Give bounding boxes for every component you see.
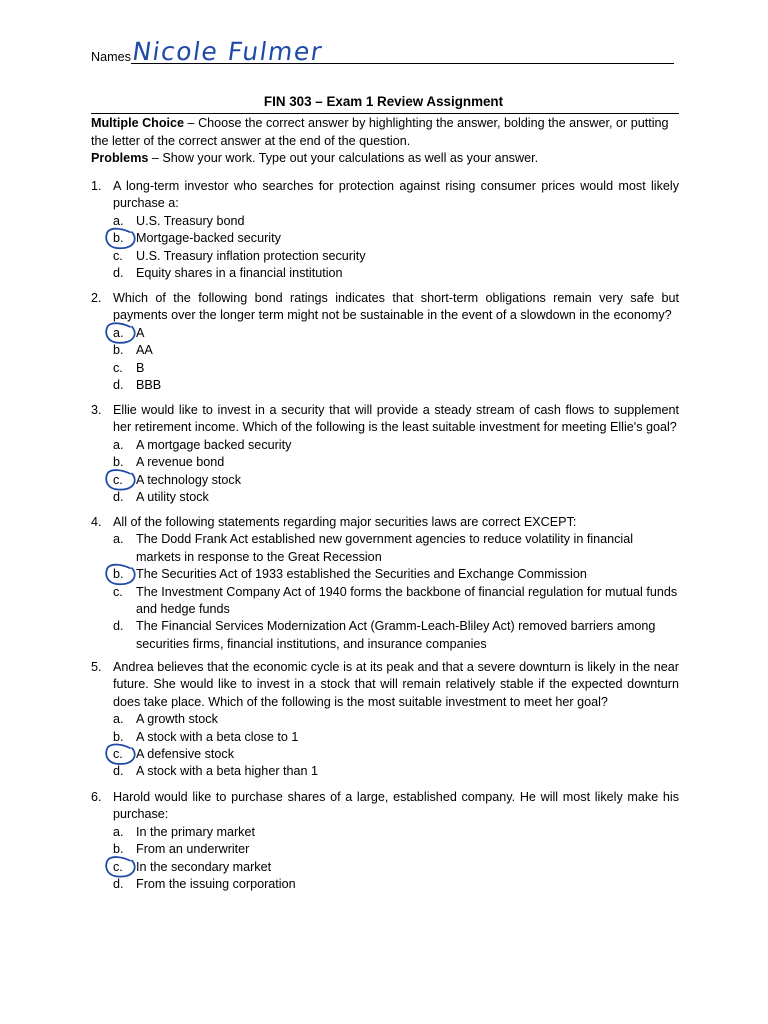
option-text: From the issuing corporation [136, 877, 296, 892]
option-text: A technology stock [136, 472, 242, 487]
answer-option[interactable] [91, 472, 679, 489]
option-letter: a. [113, 532, 124, 547]
option-letter: c. [113, 584, 123, 599]
option-letter: c. [113, 859, 123, 874]
option-text: A defensive stock [136, 747, 235, 762]
option-text: The Dodd Frank Act established new government agencies to reduce volatility in financial markets in response to the Great Recession [136, 532, 634, 564]
option-letter: a. [113, 437, 124, 452]
option-text: The Investment Company Act of 1940 forms the backbone of financial regulation for mutual funds and hedge funds [136, 584, 678, 617]
question-text: Harold would like to purchase shares of a large, established company. He will most likely make his purchase: [113, 790, 679, 822]
handwritten-name [91, 34, 331, 68]
answer-option[interactable] [91, 248, 679, 265]
question-text: Ellie would like to invest in a security that will provide a steady stream of cash flows to supplement her retirement income. Which of the following is the least suitable investment for meeting Ellie's goal? [113, 403, 679, 435]
question-6 [91, 789, 679, 893]
option-letter: d. [113, 764, 124, 779]
option-letter: a. [113, 325, 124, 340]
question-text: Which of the following bond ratings indicates that short-term obligations remain very safe but payments over the longer term might not be sustainable in the event of a slowdown in the economy? [113, 291, 679, 323]
question-number: 3. [91, 403, 102, 417]
question-number: 6. [91, 790, 102, 804]
option-letter: b. [113, 231, 124, 246]
option-letter: c. [113, 248, 123, 263]
answer-option[interactable] [91, 746, 679, 763]
answer-option[interactable] [91, 584, 679, 619]
instructions-problems [91, 150, 679, 168]
option-letter: d. [113, 877, 124, 892]
option-text: A stock with a beta close to 1 [136, 729, 299, 744]
question-2 [91, 290, 679, 394]
question-text: A long-term investor who searches for protection against rising consumer prices would most likely purchase a: [113, 179, 679, 211]
answer-option[interactable] [91, 841, 679, 858]
option-text: A growth stock [136, 712, 218, 727]
option-text: In the secondary market [136, 859, 272, 874]
option-letter: b. [113, 567, 124, 582]
answer-options [91, 325, 679, 395]
answer-option[interactable] [91, 859, 679, 876]
answer-options [91, 531, 679, 653]
answer-option[interactable] [91, 325, 679, 342]
option-text: The Financial Services Modernization Act (Gramm-Leach-Bliley Act) removed barriers among securities firms, financial institutions, and insurance companies [136, 619, 656, 651]
answer-option[interactable] [91, 729, 679, 746]
answer-option[interactable] [91, 437, 679, 454]
option-letter: a. [113, 213, 124, 228]
answer-option[interactable] [91, 531, 679, 566]
option-letter: d. [113, 490, 124, 505]
instructions [91, 115, 679, 168]
option-letter: d. [113, 266, 124, 281]
answer-option[interactable] [91, 824, 679, 841]
question-number: 1. [91, 179, 102, 193]
option-text: In the primary market [136, 824, 255, 839]
option-text: A stock with a beta higher than 1 [136, 764, 319, 779]
option-letter: d. [113, 619, 124, 634]
option-letter: b. [113, 455, 124, 470]
option-letter: c. [113, 360, 123, 375]
problems-text: – Show your work. Type out your calculations as well as your answer. [148, 151, 539, 166]
answer-options [91, 437, 679, 507]
answer-option[interactable] [91, 265, 679, 282]
option-text: BBB [136, 378, 162, 393]
question-text: All of the following statements regarding major securities laws are correct EXCEPT: [113, 515, 577, 529]
answer-option[interactable] [91, 763, 679, 780]
answer-options [91, 824, 679, 894]
option-text: Mortgage-backed security [136, 231, 281, 246]
mc-label: Multiple Choice [91, 116, 185, 130]
option-text: A mortgage backed security [136, 437, 292, 452]
name-row [91, 34, 676, 66]
option-letter: d. [113, 378, 124, 393]
option-text: A revenue bond [136, 455, 225, 470]
answer-option[interactable] [91, 342, 679, 359]
question-4 [91, 514, 679, 653]
answer-option[interactable] [91, 377, 679, 394]
option-text: From an underwriter [136, 842, 250, 857]
option-text: The Securities Act of 1933 established the Securities and Exchange Commission [136, 567, 587, 582]
option-text: B [136, 360, 145, 375]
answer-option[interactable] [91, 360, 679, 377]
option-text: U.S. Treasury inflation protection security [136, 248, 366, 263]
answer-option[interactable] [91, 230, 679, 247]
answer-option[interactable] [91, 213, 679, 230]
answer-option[interactable] [91, 876, 679, 893]
question-text: Andrea believes that the economic cycle is at its peak and that a severe downturn is likely in the near future. She would like to invest in a stock that will remain relatively stable if the expected downturn does take place. Which of the following is the most suitable investment to meet her goal? [113, 660, 679, 709]
option-letter: a. [113, 712, 124, 727]
answer-option[interactable] [91, 489, 679, 506]
option-letter: b. [113, 729, 124, 744]
document-title: FIN 303 – Exam 1 Review Assignment [263, 94, 504, 109]
answer-options [91, 711, 679, 781]
answer-option[interactable] [91, 454, 679, 471]
question-number: 4. [91, 515, 102, 529]
option-letter: b. [113, 343, 124, 358]
answer-option[interactable] [91, 711, 679, 728]
option-letter: c. [113, 747, 123, 762]
answer-options [91, 213, 679, 283]
question-1 [91, 178, 679, 282]
answer-option[interactable] [91, 566, 679, 583]
option-letter: c. [113, 472, 123, 487]
option-letter: a. [113, 824, 124, 839]
answer-option[interactable] [91, 618, 679, 653]
question-3 [91, 402, 679, 506]
option-text: U.S. Treasury bond [136, 213, 245, 228]
problems-label: Problems [91, 151, 149, 166]
handwritten-name-text: Nicole Fulmer [130, 37, 325, 66]
question-5 [91, 659, 679, 781]
instructions-mc [91, 115, 679, 150]
mc-text: – Choose the correct answer by highlighting the answer, bolding the answer, or putting the letter of the correct answer at the end of the question. [91, 116, 669, 148]
option-letter: b. [113, 842, 124, 857]
question-number: 5. [91, 660, 102, 674]
name-label: Names [91, 50, 131, 64]
question-number: 2. [91, 291, 102, 305]
option-text: A [136, 325, 145, 340]
title-divider [91, 113, 679, 114]
option-text: Equity shares in a financial institution [136, 266, 343, 281]
option-text: AA [136, 343, 153, 358]
option-text: A utility stock [136, 490, 209, 505]
